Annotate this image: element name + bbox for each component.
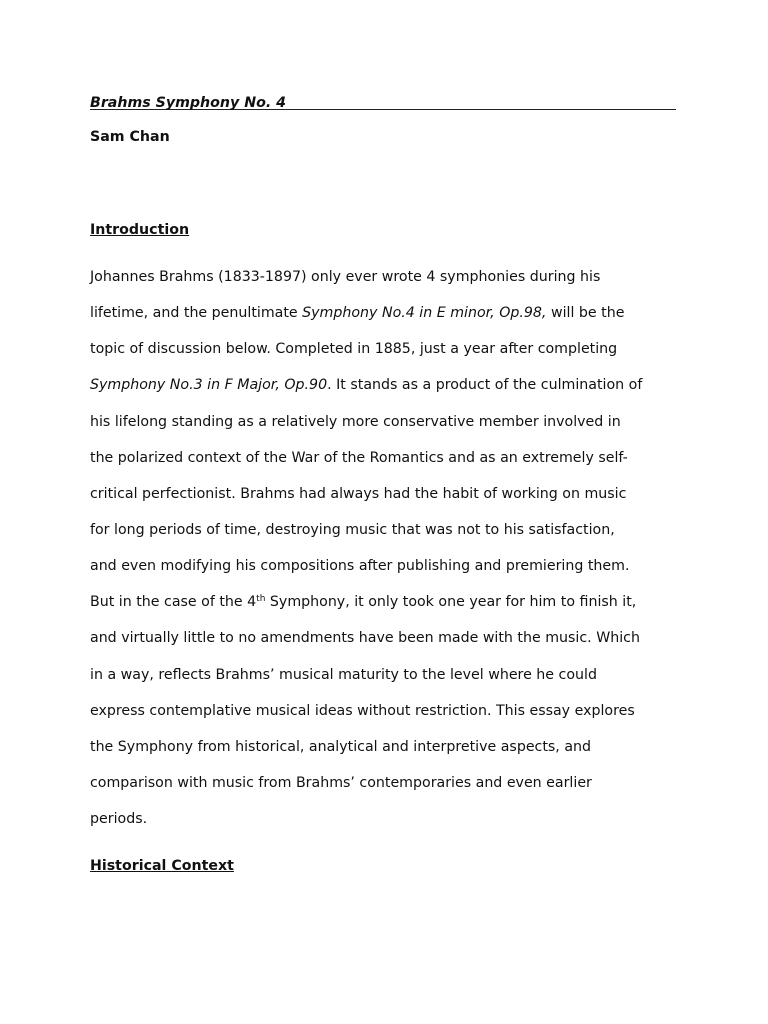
line-text: for long periods of time, destroying music that was not to his satisfaction, <box>90 521 615 538</box>
line-text: in a way, reflects Brahms’ musical maturity to the level where he could <box>90 666 597 683</box>
paragraph-line <box>90 693 690 729</box>
paragraph-line <box>90 512 690 548</box>
paragraph-line <box>90 620 690 656</box>
line-text: Symphony, it only took one year for him to finish it, <box>265 594 637 611</box>
line-text: But in the case of the 4 <box>90 594 257 611</box>
line-text: and even modifying his compositions after publishing and premiering them. <box>90 558 630 575</box>
paragraph-line <box>90 765 690 801</box>
paragraph-line <box>90 404 690 440</box>
line-text: . It stands as a product of the culmination of <box>327 377 643 394</box>
line-text: topic of discussion below. Completed in 1885, just a year after completing <box>90 341 618 358</box>
paragraph-line <box>90 440 690 476</box>
introduction-paragraph <box>90 259 690 837</box>
line-text: the polarized context of the War of the Romantics and as an extremely self- <box>90 449 628 466</box>
author-name: Sam Chan <box>90 129 170 145</box>
paragraph-line <box>90 657 690 693</box>
paragraph-line <box>90 476 690 512</box>
line-text: periods. <box>90 811 148 828</box>
paragraph-line <box>90 259 690 295</box>
paragraph-line <box>90 584 690 620</box>
ordinal-superscript: th <box>256 594 266 605</box>
line-text: his lifelong standing as a relatively more conservative member involved in <box>90 413 621 430</box>
document-title: Brahms Symphony No. 4 <box>90 95 287 111</box>
title-row <box>90 92 676 110</box>
paragraph-line <box>90 801 690 837</box>
line-text: and virtually little to no amendments have been made with the music. Which <box>90 630 640 647</box>
line-text: the Symphony from historical, analytical and interpretive aspects, and <box>90 738 592 755</box>
paragraph-line <box>90 295 690 331</box>
line-text: critical perfectionist. Brahms had always had the habit of working on music <box>90 485 627 502</box>
paragraph-line <box>90 331 690 367</box>
line-text: Johannes Brahms (1833-1897) only ever wrote 4 symphonies during his <box>90 269 601 285</box>
line-text: comparison with music from Brahms’ contemporaries and even earlier <box>90 774 592 791</box>
paragraph-line <box>90 367 690 403</box>
work-title: Symphony No.3 in F Major, Op.90 <box>90 377 328 394</box>
work-title: Symphony No.4 in E minor, Op.98, <box>302 305 547 322</box>
introduction-heading: Introduction <box>90 222 190 238</box>
line-text: express contemplative musical ideas without restriction. This essay explores <box>90 702 635 719</box>
line-text: will be the <box>546 305 625 322</box>
paragraph-line <box>90 548 690 584</box>
paragraph-line <box>90 729 690 765</box>
line-text: lifetime, and the penultimate <box>90 305 303 322</box>
historical-context-heading: Historical Context <box>90 858 234 874</box>
